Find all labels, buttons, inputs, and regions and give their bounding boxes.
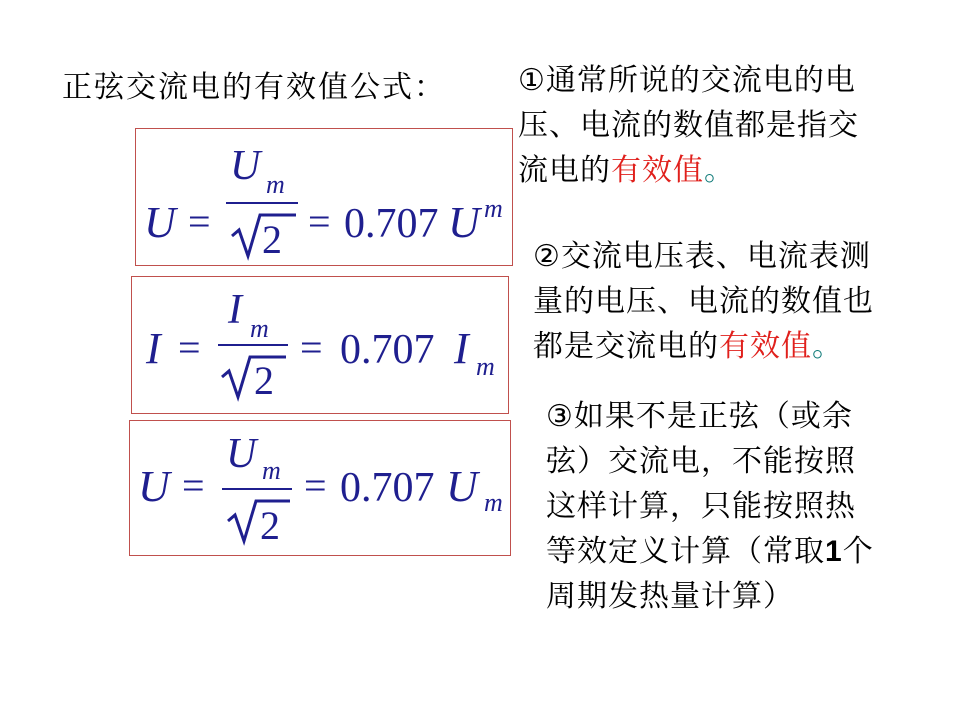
formula-rhs: U — [448, 198, 480, 247]
formula-3 — [130, 421, 510, 555]
sqrt-sign — [228, 501, 290, 541]
formula-numerator-sub: m — [250, 314, 269, 343]
formula-numerator: I — [228, 287, 242, 333]
formula-lhs: U — [144, 198, 176, 247]
note-3 — [546, 394, 874, 619]
formula-lhs: I — [146, 324, 161, 373]
note-line: 弦）交流电，不能按照 — [546, 444, 856, 479]
note-line: 压、电流的数值都是指交 — [518, 108, 859, 143]
formula-rhs-sub: m — [476, 352, 495, 381]
formula-rhs-sub: m — [484, 488, 503, 517]
formula-2 — [132, 277, 508, 413]
note-line: 周期发热量计算） — [546, 579, 794, 614]
formula-equals-1: = — [182, 463, 205, 508]
formula-numerator-sub: m — [262, 456, 281, 485]
formula-numerator-sub: m — [266, 170, 285, 199]
formula-rhs: U — [446, 462, 478, 511]
formula-denominator: 2 — [262, 217, 282, 262]
formula-equals-2: = — [304, 463, 327, 508]
period: 。 — [704, 153, 735, 188]
page-title: 正弦交流电的有效值公式： — [62, 70, 446, 105]
formula-equals-1: = — [178, 325, 201, 370]
period: 。 — [812, 329, 843, 364]
formula-box-3 — [129, 420, 511, 556]
formula-lhs: U — [138, 462, 170, 511]
note-line: 量的电压、电流的数值也 — [533, 284, 874, 319]
note-line: ②交流电压表、电流表测 — [533, 239, 871, 274]
note-line: ③如果不是正弦（或余 — [546, 399, 853, 434]
formula-equals-1: = — [188, 199, 211, 244]
formula-box-2 — [131, 276, 509, 414]
highlight-text: 有效值 — [719, 329, 812, 364]
formula-1 — [136, 129, 512, 265]
highlight-text: 有效值 — [611, 153, 704, 188]
formula-denominator: 2 — [254, 358, 274, 403]
formula-equals-2: = — [300, 325, 323, 370]
formula-denominator: 2 — [260, 503, 280, 548]
formula-rhs-sub: m — [484, 194, 503, 223]
note-line: 流电的有效值。 — [518, 153, 735, 188]
note-line: 这样计算，只能按照热 — [546, 489, 856, 524]
formula-coefficient: 0.707 — [340, 327, 435, 373]
formula-coefficient: 0.707 — [344, 201, 439, 247]
formula-box-1 — [135, 128, 513, 266]
formula-coefficient: 0.707 — [340, 465, 435, 511]
note-line: ①通常所说的交流电的电 — [518, 63, 856, 98]
note-2 — [533, 234, 874, 369]
formula-numerator: U — [230, 143, 261, 189]
note-1 — [518, 58, 859, 193]
note-line: 等效定义计算（常取1个 — [546, 534, 874, 569]
formula-numerator: U — [226, 431, 257, 477]
formula-rhs: I — [454, 324, 469, 373]
number-text: 1 — [825, 535, 843, 568]
note-line: 都是交流电的有效值。 — [533, 329, 843, 364]
formula-equals-2: = — [308, 199, 331, 244]
